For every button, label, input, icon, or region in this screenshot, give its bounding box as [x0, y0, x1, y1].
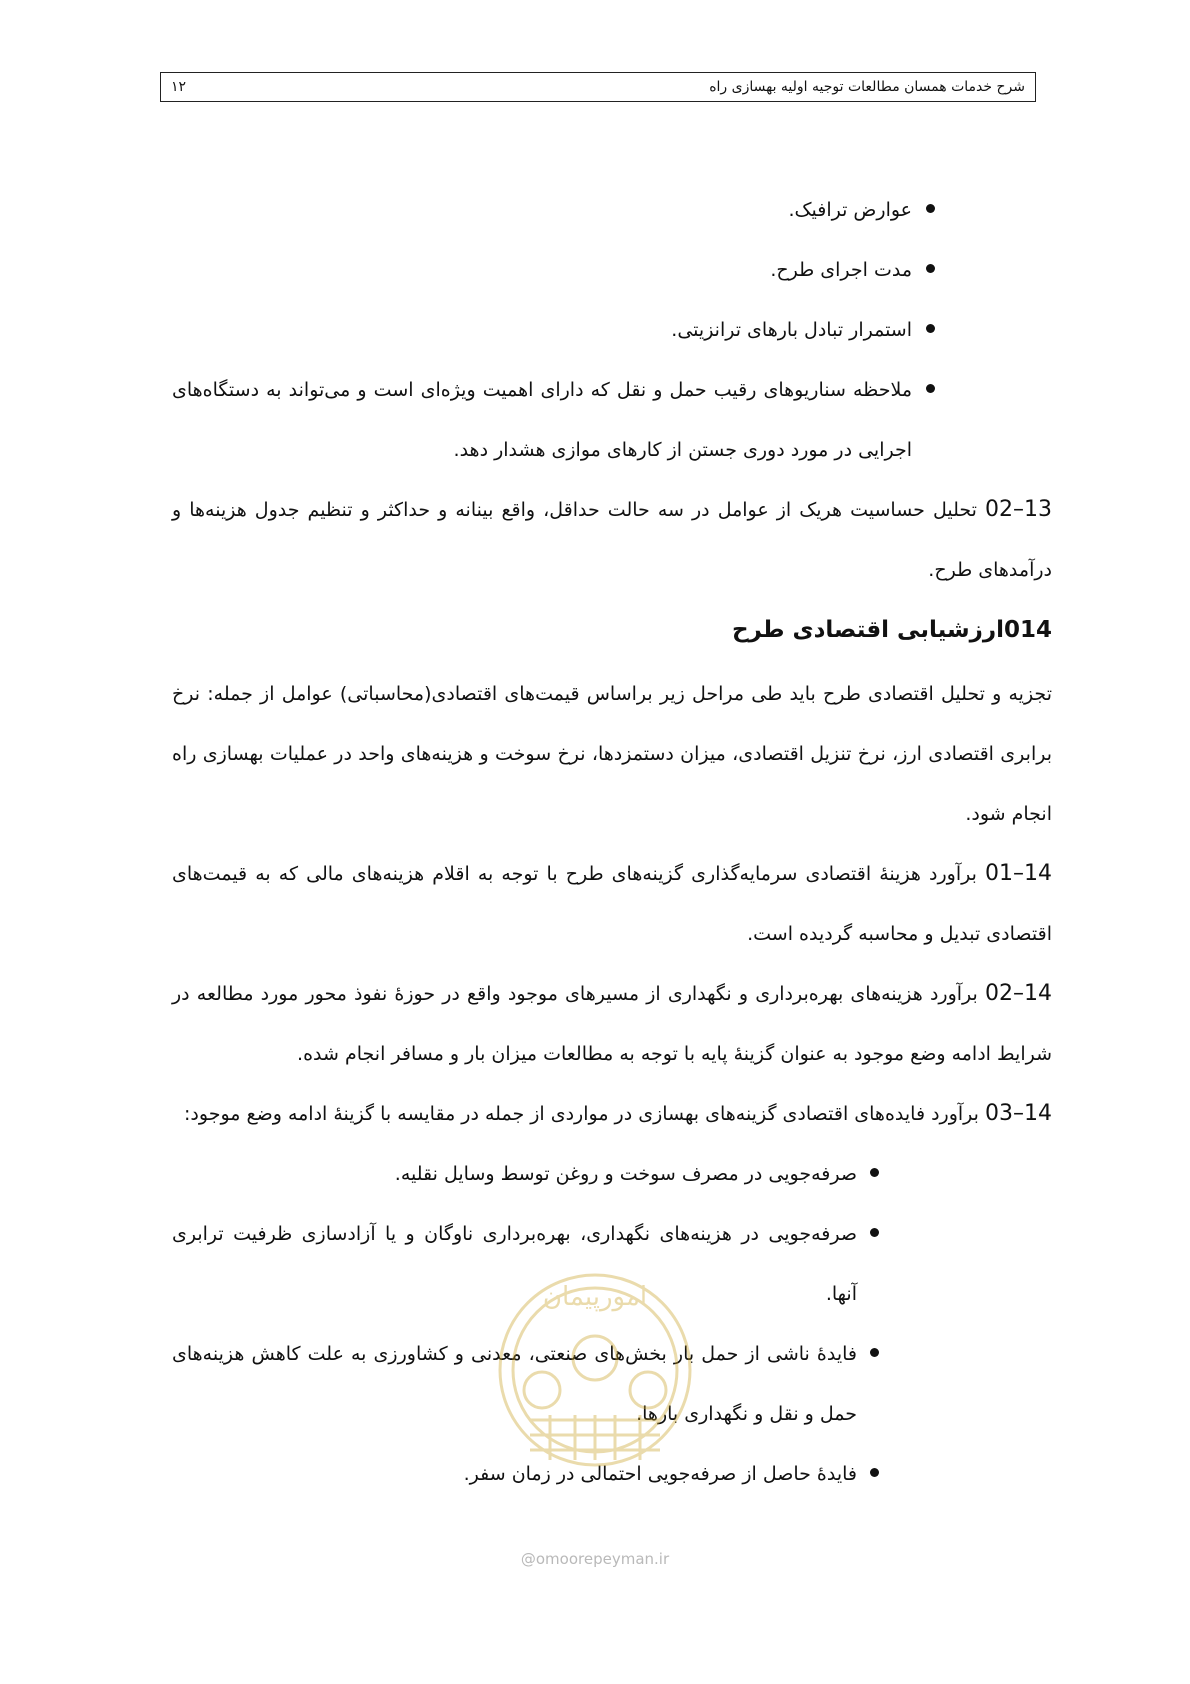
bullet-icon — [926, 324, 935, 333]
item-text: برآورد هزینه‌های بهره‌برداری و نگهداری از مسیرهای موجود واقع در حوزۀ نفوذ محور مورد مطالعه در شرایط ادامه وضع موجود به عنوان گزینۀ پایه با توجه به مطالعات میزان بار و مسافر انجام شده. — [172, 983, 1052, 1065]
watermark-logo-icon — [490, 1250, 700, 1490]
section-title: ارزشیابی اقتصادی طرح — [731, 617, 1004, 643]
section-heading — [172, 602, 1052, 658]
watermark-url: @omoorepeyman.ir — [520, 1550, 670, 1568]
section-number: 014 — [1003, 617, 1052, 643]
page-header — [160, 72, 1036, 102]
bullet-icon — [870, 1468, 879, 1477]
list-item: فایدۀ حاصل از صرفه‌جویی احتمالی در زمان سفر. — [172, 1444, 1052, 1504]
bullet-icon — [926, 384, 935, 393]
list-item: صرفه‌جویی در مصرف سوخت و روغن توسط وسایل نقلیه. — [172, 1144, 1052, 1204]
document-title: شرح خدمات همسان مطالعات توجیه اولیه بهسازی راه — [709, 79, 1025, 95]
item-text: برآورد فایده‌های اقتصادی گزینه‌های بهسازی در مواردی از جمله در مقایسه با گزینۀ ادامه وضع موجود: — [184, 1103, 979, 1125]
bullet-icon — [870, 1168, 879, 1177]
item-text: برآورد هزینۀ اقتصادی سرمایه‌گذاری گزینه‌های طرح با توجه به اقلام هزینه‌های مالی که به قیمت‌های اقتصادی تبدیل و محاسبه گردیده است. — [172, 863, 1052, 945]
bullet-icon — [870, 1228, 879, 1237]
bullet-icon — [926, 204, 935, 213]
item-number: 13–02 — [985, 497, 1052, 522]
item-14-02 — [172, 964, 1052, 1084]
list-item: صرفه‌جویی در هزینه‌های نگهداری، بهره‌برداری ناوگان و یا آزادسازی ظرفیت ترابری آنها. — [172, 1204, 1052, 1324]
list-item: فایدۀ ناشی از حمل بار بخش‌های صنعتی، معدنی و کشاورزی به علت کاهش هزینه‌های حمل و نقل و نگهداری بارها. — [172, 1324, 1052, 1444]
list-item: عوارض ترافیک. — [172, 180, 1052, 240]
watermark-logo-text: امورپیمان — [542, 1282, 648, 1312]
section-intro: تجزیه و تحلیل اقتصادی طرح باید طی مراحل زیر براساس قیمت‌های اقتصادی(محاسباتی) عوامل از جمله: نرخ برابری اقتصادی ارز، نرخ تنزیل اقتصادی، میزان دستمزدها، نرخ سوخت و هزینه‌های واحد در عملیات بهسازی راه انجام شود. — [172, 683, 1052, 825]
bullet-icon — [926, 264, 935, 273]
page-number: ۱۲ — [171, 79, 187, 95]
bullet-list-top — [172, 180, 1052, 480]
item-14-03 — [172, 1084, 1052, 1144]
list-item: استمرار تبادل بارهای ترانزیتی. — [172, 300, 1052, 360]
item-number: 14–02 — [985, 981, 1052, 1006]
item-text: تحلیل حساسیت هریک از عوامل در سه حالت حداقل، واقع بینانه و حداکثر و تنظیم جدول هزینه‌ها و درآمدهای طرح. — [172, 499, 1052, 581]
list-item: مدت اجرای طرح. — [172, 240, 1052, 300]
list-item: ملاحظه سناریوهای رقیب حمل و نقل که دارای اهمیت ویژه‌ای است و می‌تواند به دستگاه‌های اجرایی در مورد دوری جستن از کارهای موازی هشدار دهد. — [172, 360, 1052, 480]
item-number: 14–03 — [985, 1101, 1052, 1126]
item-number: 14–01 — [985, 861, 1052, 886]
bullet-icon — [870, 1348, 879, 1357]
item-14-01 — [172, 844, 1052, 964]
item-13-02 — [172, 480, 1052, 600]
